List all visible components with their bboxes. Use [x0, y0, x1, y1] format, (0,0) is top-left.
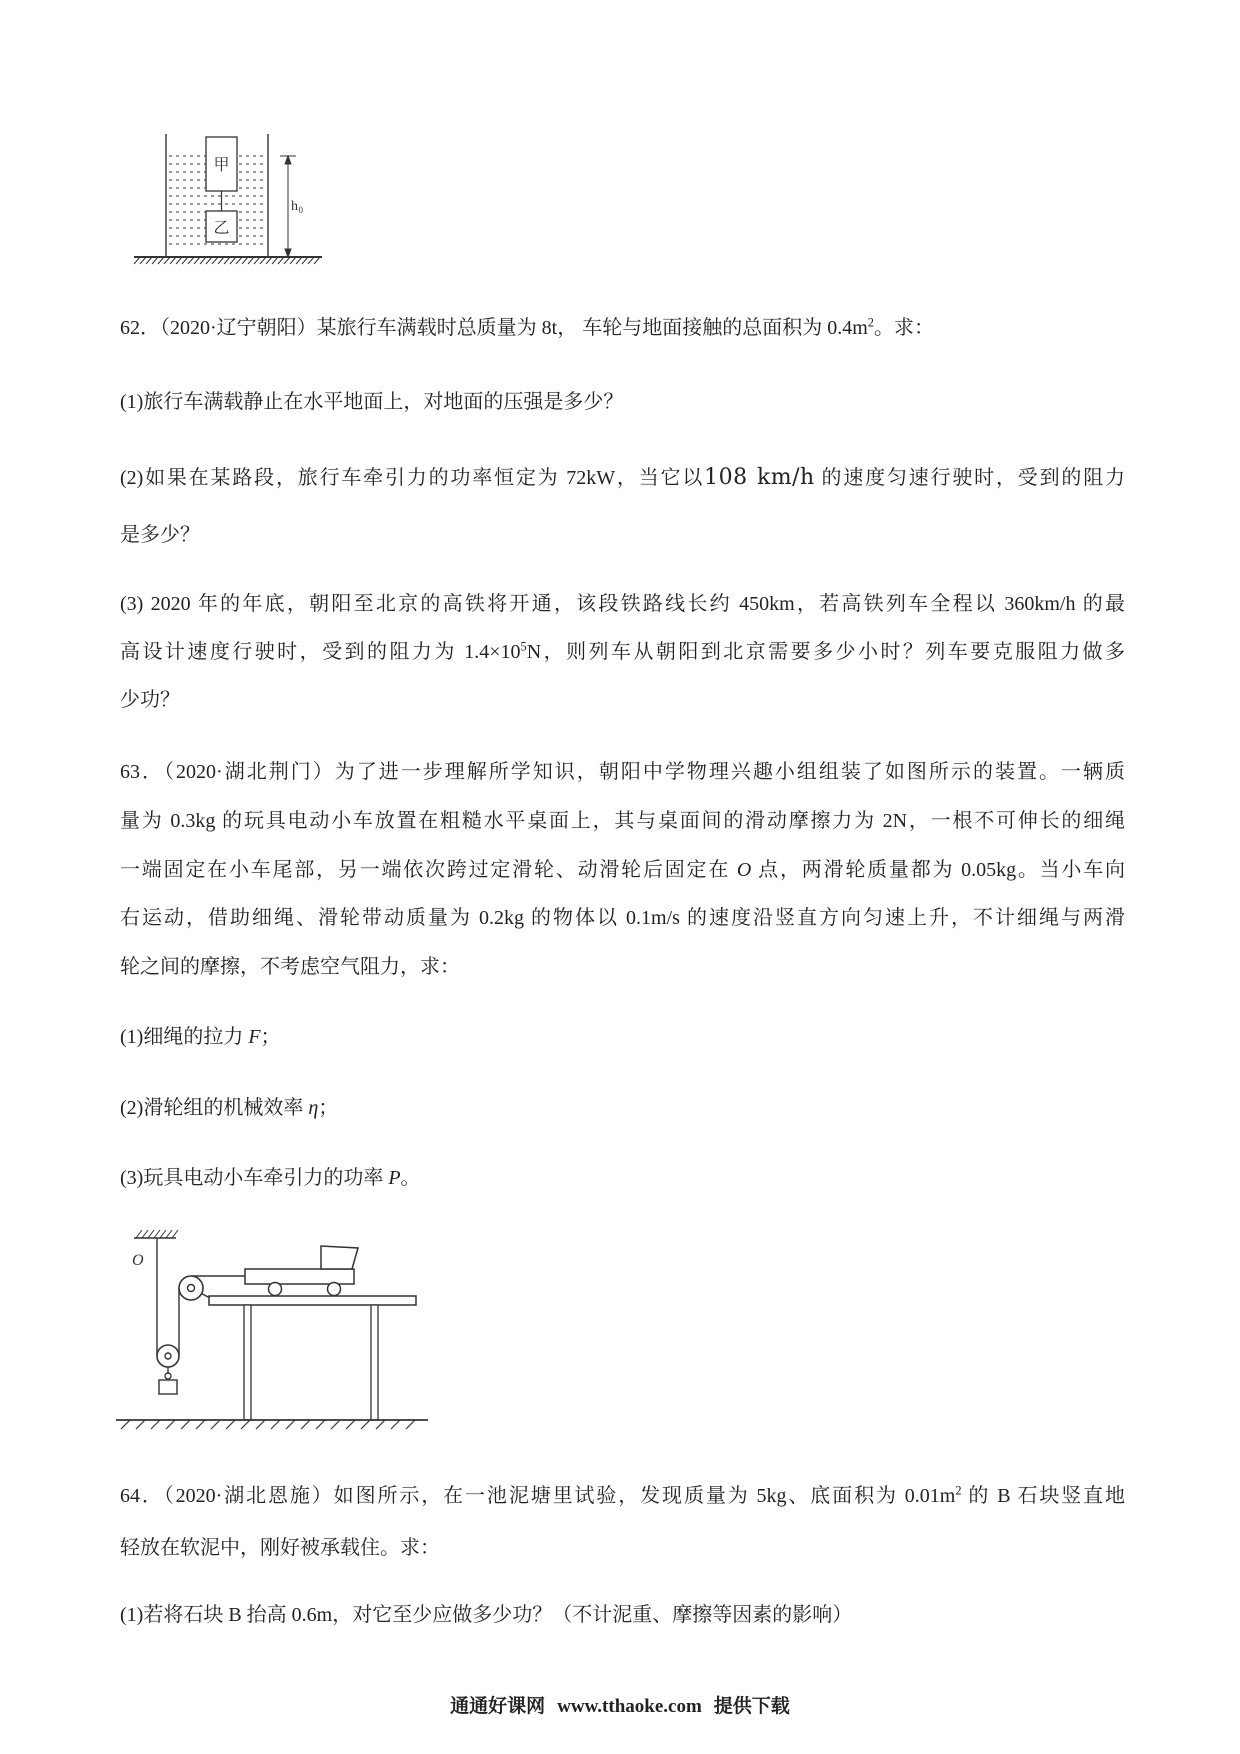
ground-hatch	[164, 257, 170, 264]
ground-hatch	[206, 257, 212, 264]
hanging-weight	[159, 1380, 177, 1394]
ceiling-hatch	[142, 1230, 148, 1238]
ground-hatch	[136, 1420, 145, 1429]
q62-part2-speed: 108 km/h	[704, 465, 815, 490]
ground-hatch	[188, 257, 194, 264]
ground-hatch	[266, 257, 272, 264]
ground-hatch	[121, 1420, 130, 1429]
ground-hatch	[290, 257, 296, 264]
ground-hatches	[121, 1420, 415, 1429]
ground-hatch	[212, 257, 218, 264]
block-yi-label: 乙	[213, 220, 230, 237]
ground-hatch	[272, 257, 278, 264]
dimension-arrow-top	[285, 156, 291, 164]
q63-point-o: O	[736, 859, 752, 881]
ground-hatch	[278, 257, 284, 264]
ground-hatch	[196, 1420, 205, 1429]
q62-stem-tail: 。求：	[873, 317, 934, 339]
tank-figure	[130, 130, 330, 275]
ground-hatch	[166, 1420, 175, 1429]
ground-hatch	[200, 257, 206, 264]
q62-part3-line1: (3) 2020 年的年底，朝阳至北京的高铁将开通，该段铁路线长约 450km，若高铁列车全程以 360km/h 的最	[120, 593, 1125, 615]
ground-hatches	[134, 257, 320, 264]
ground-hatch	[226, 1420, 235, 1429]
ground-hatch	[151, 1420, 160, 1429]
footer-site-name: 通通好课网	[450, 1696, 546, 1717]
ground-hatch	[236, 257, 242, 264]
q63-part3-text: (3)玩具电动小车牵引力的功率	[120, 1167, 389, 1189]
ground-hatch	[406, 1420, 415, 1429]
ground-hatch	[308, 257, 314, 264]
q64-line1-post: 的 B 石块竖直地	[961, 1485, 1126, 1507]
block-jia-label: 甲	[213, 157, 230, 174]
q63-part3-punct: 。	[400, 1167, 421, 1189]
q62-part3-line3: 少功？	[120, 689, 180, 711]
table-leg-right	[371, 1305, 378, 1420]
footer-url: www.tthaoke.com	[557, 1696, 702, 1717]
car-body	[245, 1269, 354, 1284]
height-label: h	[291, 199, 298, 214]
ground-hatch	[176, 257, 182, 264]
q63-part2-punct: ；	[318, 1097, 339, 1119]
ceiling-hatch	[160, 1230, 166, 1238]
q63-line3-post: 点，两滑轮质量都为 0.05kg。当小车向	[751, 859, 1126, 881]
q62-stem	[120, 304, 1125, 353]
q62-part3-line2-pre: 高设计速度行驶时，受到的阻力为 1.4×10	[120, 641, 521, 663]
ceiling-hatch	[136, 1230, 142, 1238]
q63-line4: 右运动，借助细绳、滑轮带动质量为 0.2kg 的物体以 0.1m/s 的速度沿竖直方向匀速上升，不计细绳与两滑	[120, 907, 1125, 929]
car-wheel-front	[328, 1283, 341, 1296]
q62-part2-post: 的速度匀速行驶时，受到的阻力	[814, 467, 1126, 489]
ground-hatch	[242, 257, 248, 264]
ceiling-hatch	[148, 1230, 154, 1238]
ground-hatch	[182, 257, 188, 264]
ground-hatch	[316, 1420, 325, 1429]
ground-hatch	[140, 257, 146, 264]
ceiling-hatch	[154, 1230, 160, 1238]
q64-superscript: 2	[955, 1483, 962, 1498]
q63-part1-punct: ；	[260, 1026, 281, 1048]
ground-hatch	[314, 257, 320, 264]
q63-line3-pre: 一端固定在小车尾部，另一端依次跨过定滑轮、动滑轮后固定在	[120, 859, 737, 881]
ground-hatch	[361, 1420, 370, 1429]
pivot-label-o: O	[132, 1252, 144, 1269]
ground-hatch	[170, 257, 176, 264]
q63-part1-variable: F	[248, 1026, 261, 1048]
car-wheel-rear	[269, 1283, 282, 1296]
q62-part3-line2-post: N，则列车从朝阳到北京需要多少小时？列车要克服阻力做多	[526, 641, 1125, 663]
ground-hatch	[224, 257, 230, 264]
q63-line2: 量为 0.3kg 的玩具电动小车放置在粗糙水平桌面上，其与桌面间的滑动摩擦力为 2N，一根不可伸长的细绳	[120, 810, 1125, 832]
q62-stem-superscript: 2	[867, 315, 874, 330]
q63-line3	[120, 846, 1125, 895]
q64-line1-pre: 64．（2020·湖北恩施）如图所示，在一池泥塘里试验，发现质量为 5kg、底面积为 0.01m	[120, 1485, 956, 1507]
ground-hatch	[218, 257, 224, 264]
ground-hatch	[158, 257, 164, 264]
ground-hatch	[376, 1420, 385, 1429]
height-label-subscript: 0	[298, 205, 303, 215]
ground-hatch	[260, 257, 266, 264]
ground-hatch	[302, 257, 308, 264]
ground-hatch	[241, 1420, 250, 1429]
q63-part2-variable: η	[308, 1097, 319, 1119]
page-footer	[0, 1692, 1240, 1722]
ground-hatch	[301, 1420, 310, 1429]
q63-part2-text: (2)滑轮组的机械效率	[120, 1097, 309, 1119]
ground-hatch	[146, 257, 152, 264]
q63-line1: 63．（2020·湖北荆门）为了进一步理解所学知识，朝阳中学物理兴趣小组组装了如图所示的装置。一辆质	[120, 761, 1125, 783]
ground-hatch	[271, 1420, 280, 1429]
ground-hatch	[391, 1420, 400, 1429]
ground-hatch	[286, 1420, 295, 1429]
footer-suffix: 提供下载	[713, 1696, 790, 1717]
q62-part3-superscript: 5	[520, 639, 527, 654]
q62-part2-pre: (2)如果在某路段，旅行车牵引力的功率恒定为 72kW，当它以	[120, 467, 705, 489]
ground-hatch	[230, 257, 236, 264]
ground-hatch	[331, 1420, 340, 1429]
q63-part2	[120, 1084, 1125, 1133]
q62-part3-line2	[120, 628, 1125, 677]
ground-hatch	[211, 1420, 220, 1429]
q62-part2-line1	[120, 453, 1125, 502]
ground-hatch	[284, 257, 290, 264]
ground-hatch	[152, 257, 158, 264]
q64-part1: (1)若将石块 B 抬高 0.6m，对它至少应做多少功？（不计泥重、摩擦等因素的影响）	[120, 1604, 853, 1626]
q63-part1-text: (1)细绳的拉力	[120, 1026, 249, 1048]
ceiling-hatch	[166, 1230, 172, 1238]
q64-line2: 轻放在软泥中，刚好被承载住。求：	[120, 1537, 440, 1559]
ceiling-hatch	[172, 1230, 178, 1238]
q63-part3	[120, 1154, 1125, 1203]
table-leg-left	[244, 1305, 251, 1420]
ground-hatch	[296, 257, 302, 264]
ground-hatch	[194, 257, 200, 264]
q64-line1	[120, 1472, 1125, 1521]
q63-part1	[120, 1013, 1125, 1062]
q63-line5: 轮之间的摩擦，不考虑空气阻力，求：	[120, 956, 460, 978]
ground-hatch	[248, 257, 254, 264]
q63-part3-variable: P	[388, 1167, 401, 1189]
dimension-arrow-bottom	[285, 249, 291, 257]
ground-hatch	[181, 1420, 190, 1429]
car-cab	[321, 1246, 358, 1269]
q62-part1: (1)旅行车满载静止在水平地面上，对地面的压强是多少？	[120, 391, 624, 413]
q62-stem-text: 62．（2020·辽宁朝阳）某旅行车满载时总质量为 8t， 车轮与地面接触的总面积为 0.4m	[120, 317, 868, 339]
fixed-pulley-axle	[188, 1285, 195, 1292]
ground-hatch	[256, 1420, 265, 1429]
pulley-car-figure	[110, 1225, 440, 1435]
movable-pulley-axle	[165, 1353, 171, 1359]
q62-part2-line2: 是多少？	[120, 524, 200, 546]
ground-hatch	[134, 257, 140, 264]
table-top	[209, 1296, 416, 1305]
ground-hatch	[346, 1420, 355, 1429]
ceiling-hatches	[136, 1230, 178, 1238]
ground-hatch	[254, 257, 260, 264]
